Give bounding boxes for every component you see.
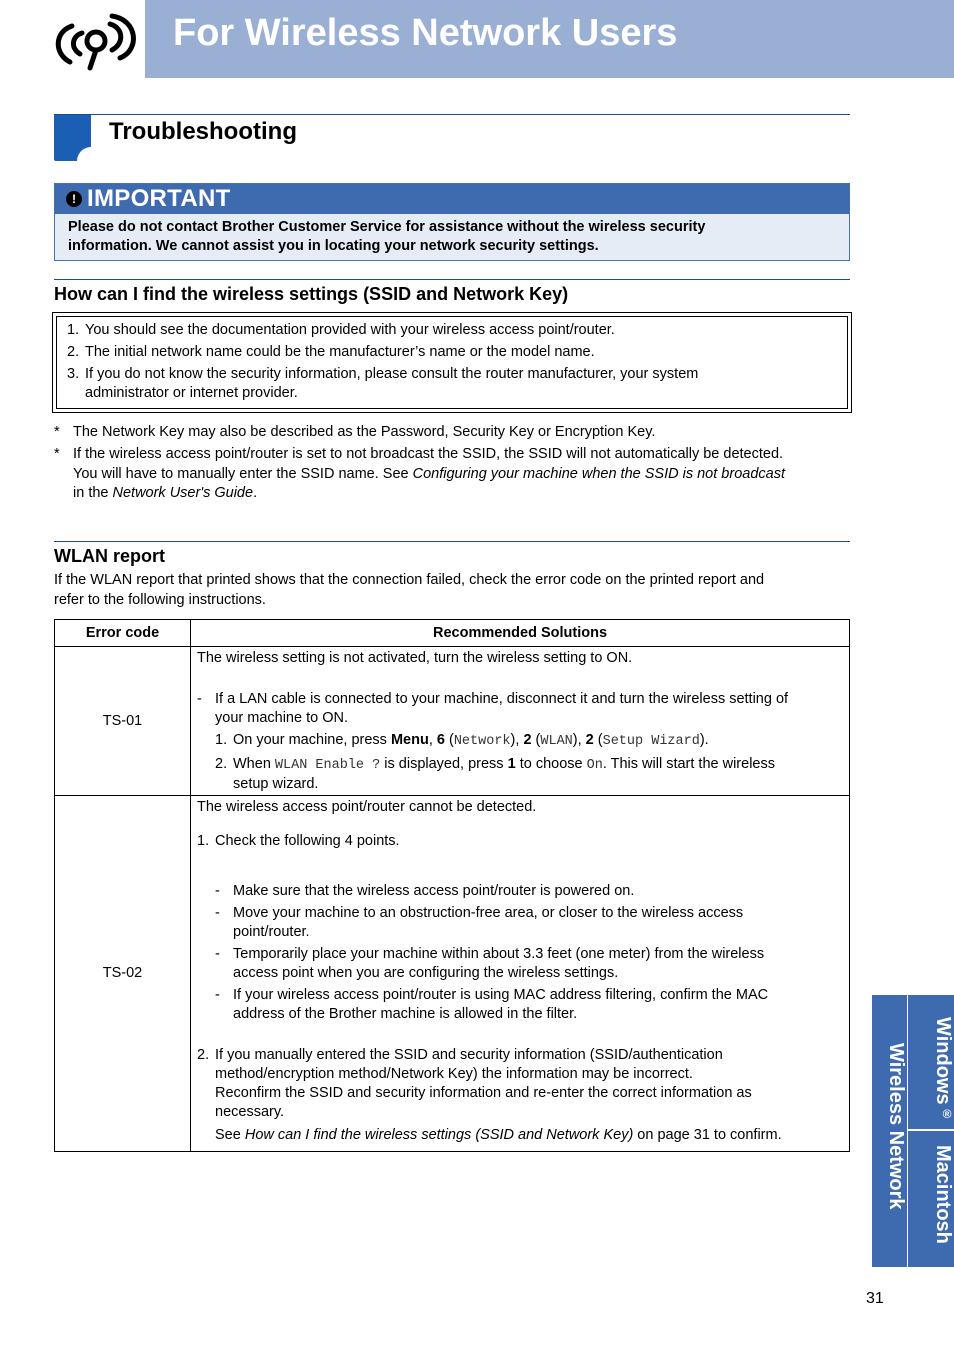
side-tab-macintosh[interactable]: Macintosh [908, 1131, 954, 1267]
wlan-error-table [54, 619, 850, 1152]
column-header-solutions: Recommended Solutions [191, 620, 850, 647]
table-header-row [55, 620, 850, 647]
list-item: 2. The initial network name could be the manufacturer’s name or the model name. [67, 344, 595, 360]
section-rule [54, 114, 850, 115]
find-settings-box [52, 312, 852, 413]
important-text: Please do not contact Brother Customer Service for assistance without the wireless security information. We cannot assist you in locating your network security settings. [68, 219, 706, 254]
table-row [55, 796, 850, 1152]
wlan-rule [54, 541, 850, 542]
list-item: 3. If you do not know the security information, please consult the router manufacturer, your system administrator or internet provider. [67, 366, 699, 401]
wlan-report-intro: If the WLAN report that printed shows that the connection failed, check the error code on the printed report and refer to the following instructions. [54, 572, 765, 608]
section-heading: Troubleshooting [109, 118, 297, 145]
wlan-report-heading: WLAN report [54, 546, 165, 566]
section-tab-marker [54, 115, 91, 161]
network-users-guide-reference: Network User's Guide [112, 485, 254, 501]
subsection-rule [54, 279, 850, 280]
find-settings-reference: How can I find the wireless settings (SSID and Network Key) [244, 1127, 634, 1143]
side-tabs [872, 995, 954, 1267]
error-code-cell: TS-02 [55, 796, 191, 1152]
side-tab-windows[interactable]: Windows ® [908, 995, 954, 1129]
list-item: 1. You should see the documentation provided with your wireless access point/router. [67, 322, 615, 338]
solution-cell: The wireless access point/router cannot be detected. 1. Check the following 4 points. - Make sure that the wireless access point/router is powered on. - Move your machine to an obstruction-free area, or closer to the wireless access point/router. - Temporarily place your machine within about 3.3 feet (one meter) from the wireless access point when you are configuring the wireless settings. - If your wireless access point/router is using MAC address filtering, confirm the MAC address of the Brother machine is allowed in the filter. 2. If you manually entered the SSID and security information (SSID/authentication method/encryption method/Network Key) the information may be incorrect. Reconfirm the SSID and security information and re-enter the correct information as necessary. See How can I find the wireless settings (SSID and Network Key) on page 31 to confirm. [191, 796, 850, 1152]
page-number: 31 [866, 1290, 884, 1307]
note-network-key: * The Network Key may also be described as the Password, Security Key or Encryption Key. [54, 424, 656, 440]
important-label: IMPORTANT [87, 185, 231, 212]
column-header-error-code: Error code [55, 620, 191, 647]
important-header [55, 184, 849, 214]
note-ssid-broadcast: * If the wireless access point/router is set to not broadcast the SSID, the SSID will not automatically be detected. You will have to manually enter the SSID name. See Configuring your machine when the SSID is not broadcast in the Network User's Guide. [54, 446, 785, 501]
wireless-logo-icon [50, 10, 140, 72]
side-tab-wireless-network[interactable]: Wireless Network [872, 995, 907, 1267]
find-settings-heading: How can I find the wireless settings (SSID and Network Key) [54, 284, 569, 304]
exclamation-icon: ! [66, 191, 82, 207]
solution-cell: The wireless setting is not activated, turn the wireless setting to ON. - If a LAN cable is connected to your machine, disconnect it and turn the wireless setting of your machine to ON. 1. On your machine, press Menu, 6 (Network), 2 (WLAN), 2 (Setup Wizard). 2. When WLAN Enable ? is displayed, press 1 to choose On. This will start the wireless setup wizard. [191, 647, 850, 796]
important-box [54, 183, 850, 261]
error-code-cell: TS-01 [55, 647, 191, 796]
table-row [55, 647, 850, 796]
guide-reference-link: Configuring your machine when the SSID is not broadcast [412, 465, 785, 482]
registered-mark: ® [940, 1106, 954, 1121]
page-title: For Wireless Network Users [173, 12, 678, 54]
